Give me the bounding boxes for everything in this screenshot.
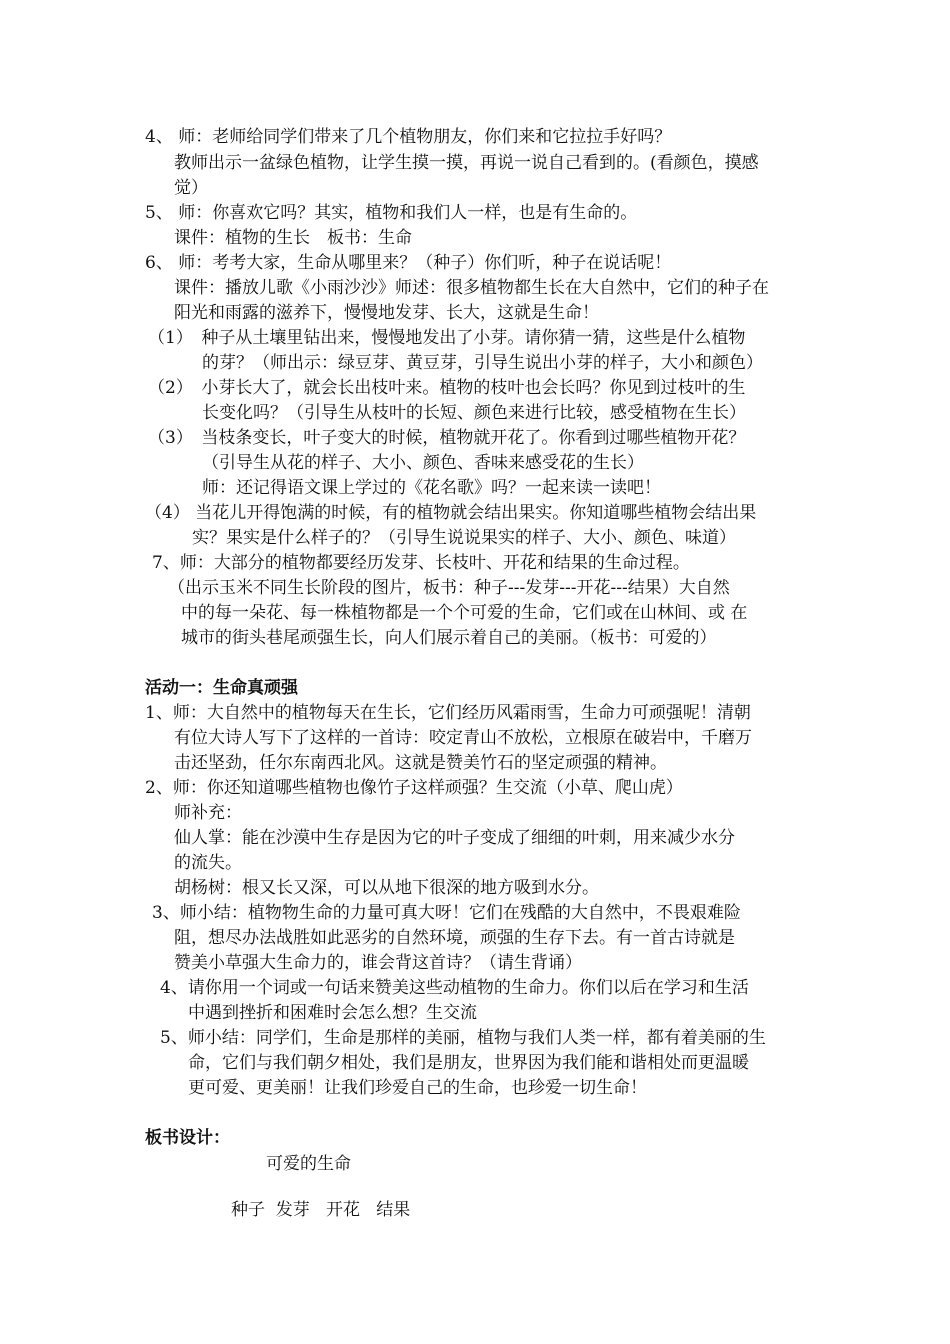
text-line: 课件：播放儿歌《小雨沙沙》师述：很多植物都生长在大自然中，它们的种子在 (174, 278, 769, 298)
subitem-3: （3） 当枝条变长，叶子变大的时候，植物就开花了。你看到过哪些植物开花？ (148, 428, 746, 448)
text-line: 的芽？（师出示：绿豆芽、黄豆芽，引导生说出小芽的样子，大小和颜色） (202, 353, 763, 373)
text-line: （引导生从花的样子、大小、颜色、香味来感受花的生长） (202, 453, 644, 473)
text-line: 更可爱、更美丽！让我们珍爱自己的生命，也珍爱一切生命！ (188, 1078, 647, 1098)
text-line: 赞美小草强大生命力的，谁会背这首诗？（请生背诵） (174, 953, 582, 973)
activity-item-4: 4、请你用一个词或一句话来赞美这些动植物的生命力。你们以后在学习和生活 (160, 978, 749, 998)
text-line: 师补充： (174, 803, 242, 823)
board-title: 可爱的生命 (266, 1154, 351, 1174)
text-line: 实？果实是什么样子的？（引导生说说果实的样子、大小、颜色、味道） (192, 528, 736, 548)
item-6: 6、 师：考考大家，生命从哪里来？（种子）你们听，种子在说话呢！ (145, 253, 672, 273)
text-line: 的流失。 (174, 853, 242, 873)
section-heading: 活动一：生命真顽强 (145, 678, 298, 698)
text-line: 城市的街头巷尾顽强生长，向人们展示着自己的美丽。（板书：可爱的） (181, 628, 717, 648)
text-line: （出示玉米不同生长阶段的图片，板书：种子---发芽---开花---结果）大自然 (168, 578, 730, 598)
activity-item-1: 1、师：大自然中的植物每天在生长，它们经历风霜雨雪，生命力可顽强呢！清朝 (145, 703, 751, 723)
item-4: 4、 师：老师给同学们带来了几个植物朋友，你们来和它拉拉手好吗？ (145, 127, 672, 147)
text-line: 中遇到挫折和困难时会怎么想？生交流 (188, 1003, 477, 1023)
text-line: 胡杨树：根又长又深，可以从地下很深的地方吸到水分。 (174, 878, 599, 898)
subitem-2: （2） 小芽长大了，就会长出枝叶来。植物的枝叶也会长吗？你见到过枝叶的生 (148, 378, 746, 398)
text-line: 有位大诗人写下了这样的一首诗：咬定青山不放松，立根原在破岩中，千磨万 (174, 728, 752, 748)
text-line: 觉） (174, 178, 208, 198)
activity-item-5: 5、师小结：同学们，生命是那样的美丽，植物与我们人类一样，都有着美丽的生 (160, 1028, 766, 1048)
item-7: 7、师：大部分的植物都要经历发芽、长枝叶、开花和结果的生命过程。 (152, 553, 690, 573)
text-line: 长变化吗？（引导生从枝叶的长短、颜色来进行比较，感受植物在生长） (202, 403, 746, 423)
subitem-4: （4） 当花儿开得饱满的时候，有的植物就会结出果实。你知道哪些植物会结出果 (145, 503, 757, 523)
text-line: 中的每一朵花、每一株植物都是一个个可爱的生命，它们或在山林间、或 在 (181, 603, 748, 623)
subitem-1: （1） 种子从土壤里钻出来，慢慢地发出了小芽。请你猜一猜，这些是什么植物 (148, 328, 746, 348)
text-line: 命，它们与我们朝夕相处，我们是朋友，世界因为我们能和谐相处而更温暖 (188, 1053, 749, 1073)
text-line: 击还坚劲，任尔东南西北风。这就是赞美竹石的坚定顽强的精神。 (174, 753, 667, 773)
text-line: 阳光和雨露的滋养下，慢慢地发芽、长大，这就是生命！ (174, 303, 599, 323)
text-line: 仙人掌：能在沙漠中生存是因为它的叶子变成了细细的叶刺，用来减少水分 (174, 828, 735, 848)
activity-item-3: 3、师小结：植物物生命的力量可真大呀！它们在残酷的大自然中，不畏艰难险 (152, 903, 741, 923)
board-stages: 种子 发芽 开花 结果 (231, 1200, 411, 1220)
text-line: 阻，想尽办法战胜如此恶劣的自然环境，顽强的生存下去。有一首古诗就是 (174, 928, 735, 948)
text-line: 师：还记得语文课上学过的《花名歌》吗？一起来读一读吧！ (202, 478, 661, 498)
text-line: 课件：植物的生长 板书：生命 (174, 228, 412, 248)
item-5: 5、 师：你喜欢它吗？其实，植物和我们人一样，也是有生命的。 (145, 203, 638, 223)
text-line: 教师出示一盆绿色植物，让学生摸一摸，再说一说自己看到的。(看颜色，摸感 (174, 153, 759, 173)
activity-item-2: 2、师：你还知道哪些植物也像竹子这样顽强？生交流（小草、爬山虎） (145, 778, 683, 798)
board-design-heading: 板书设计： (145, 1128, 230, 1148)
